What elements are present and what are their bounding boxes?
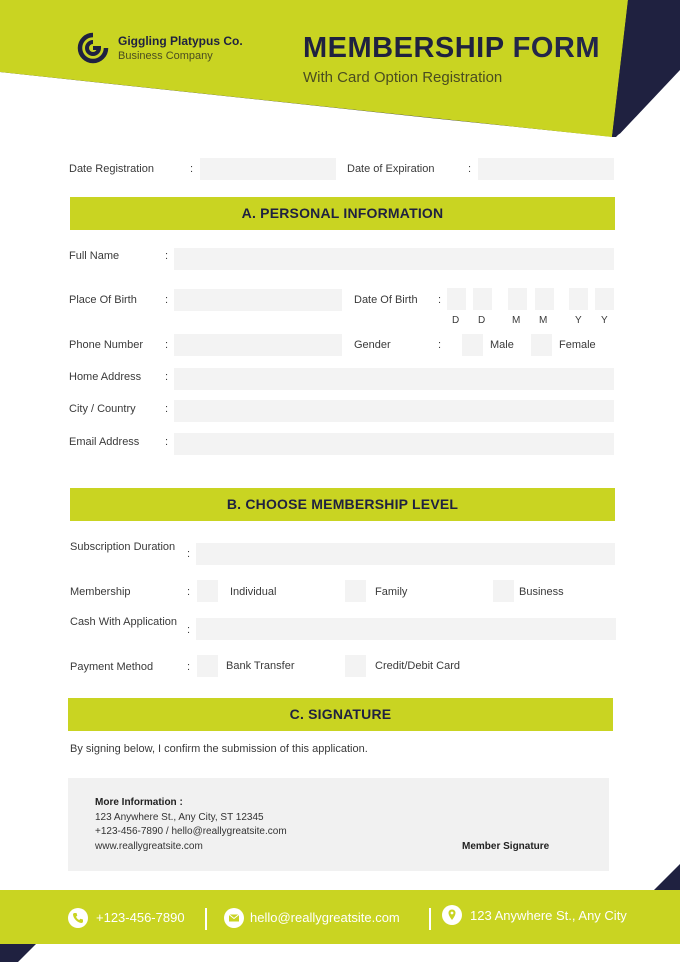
phone-icon bbox=[68, 908, 88, 928]
colon: : bbox=[165, 339, 169, 351]
payment-card-checkbox[interactable] bbox=[345, 655, 366, 677]
header-corner-cut bbox=[600, 60, 680, 140]
dob-digit-label: D bbox=[478, 315, 486, 326]
more-info-website: www.reallygreatsite.com bbox=[95, 841, 203, 852]
member-signature-label: Member Signature bbox=[462, 841, 550, 852]
colon: : bbox=[165, 403, 169, 415]
payment-card-label: Credit/Debit Card bbox=[375, 660, 460, 672]
cash-with-application-field[interactable] bbox=[196, 618, 616, 640]
phone-number-field[interactable] bbox=[174, 334, 342, 356]
gender-female-label: Female bbox=[559, 339, 596, 351]
section-c-header: C. SIGNATURE bbox=[68, 698, 613, 731]
membership-business-label: Business bbox=[519, 586, 564, 598]
footer-divider bbox=[429, 908, 431, 930]
colon: : bbox=[187, 624, 191, 636]
email-address-label: Email Address bbox=[69, 436, 140, 448]
signature-statement: By signing below, I confirm the submission of this application. bbox=[70, 743, 368, 755]
dob-year-box-1[interactable] bbox=[569, 288, 588, 310]
email-address-field[interactable] bbox=[174, 433, 614, 455]
membership-individual-label: Individual bbox=[230, 586, 277, 598]
membership-individual-checkbox[interactable] bbox=[197, 580, 218, 602]
dob-year-box-2[interactable] bbox=[595, 288, 614, 310]
section-a-header: A. PERSONAL INFORMATION bbox=[70, 197, 615, 230]
dob-digit-label: Y bbox=[575, 315, 582, 326]
membership-family-checkbox[interactable] bbox=[345, 580, 366, 602]
home-address-label: Home Address bbox=[69, 371, 142, 383]
payment-bank-transfer-label: Bank Transfer bbox=[226, 660, 295, 672]
dob-digit-label: M bbox=[512, 315, 521, 326]
gender-label: Gender bbox=[354, 339, 391, 351]
dob-day-box-2[interactable] bbox=[473, 288, 492, 310]
footer-corner-shape bbox=[0, 944, 40, 962]
colon: : bbox=[165, 294, 169, 306]
company-tagline: Business Company bbox=[118, 50, 213, 62]
cash-with-application-label: Cash With Application bbox=[70, 616, 177, 628]
colon: : bbox=[468, 163, 472, 175]
phone-number-label: Phone Number bbox=[69, 339, 143, 351]
membership-label: Membership bbox=[70, 586, 131, 598]
mail-icon bbox=[224, 908, 244, 928]
full-name-field[interactable] bbox=[174, 248, 614, 270]
payment-bank-transfer-checkbox[interactable] bbox=[197, 655, 218, 677]
colon: : bbox=[187, 586, 191, 598]
form-title bbox=[303, 32, 600, 65]
colon: : bbox=[187, 548, 191, 560]
more-info-panel bbox=[68, 778, 609, 871]
gender-male-checkbox[interactable] bbox=[462, 334, 483, 356]
membership-business-checkbox[interactable] bbox=[493, 580, 514, 602]
dob-day-box-1[interactable] bbox=[447, 288, 466, 310]
footer-corner-top bbox=[654, 864, 680, 890]
footer-divider bbox=[205, 908, 207, 930]
colon: : bbox=[165, 436, 169, 448]
subscription-duration-field[interactable] bbox=[196, 543, 615, 565]
date-expiration-field[interactable] bbox=[478, 158, 614, 180]
colon: : bbox=[165, 371, 169, 383]
place-of-birth-label: Place Of Birth bbox=[69, 294, 137, 306]
more-info-title: More Information : bbox=[95, 797, 183, 808]
colon: : bbox=[165, 250, 169, 262]
colon: : bbox=[438, 339, 442, 351]
colon: : bbox=[438, 294, 442, 306]
gender-male-label: Male bbox=[490, 339, 514, 351]
city-country-label: City / Country bbox=[69, 403, 136, 415]
city-country-field[interactable] bbox=[174, 400, 614, 422]
more-info-contact: +123-456-7890 / hello@reallygreatsite.com bbox=[95, 826, 287, 837]
home-address-field[interactable] bbox=[174, 368, 614, 390]
date-of-birth-label: Date Of Birth bbox=[354, 294, 418, 306]
footer-address[interactable]: 123 Anywhere St., Any City bbox=[470, 908, 627, 923]
dob-digit-label: M bbox=[539, 315, 548, 326]
date-expiration-label: Date of Expiration bbox=[347, 163, 435, 175]
colon: : bbox=[187, 661, 191, 673]
place-of-birth-field[interactable] bbox=[174, 289, 342, 311]
company-name: Giggling Platypus Co. bbox=[118, 34, 243, 48]
subscription-duration-label: Subscription Duration bbox=[70, 541, 176, 553]
footer-phone[interactable]: +123-456-7890 bbox=[96, 910, 185, 925]
location-pin-icon bbox=[442, 905, 462, 925]
section-b-header: B. CHOOSE MEMBERSHIP LEVEL bbox=[70, 488, 615, 521]
form-subtitle: With Card Option Registration bbox=[303, 69, 503, 86]
dob-digit-label: Y bbox=[601, 315, 608, 326]
footer-email[interactable]: hello@reallygreatsite.com bbox=[250, 910, 400, 925]
g-logo-icon bbox=[77, 32, 109, 64]
more-info-address: 123 Anywhere St., Any City, ST 12345 bbox=[95, 812, 264, 823]
date-registration-field[interactable] bbox=[200, 158, 336, 180]
gender-female-checkbox[interactable] bbox=[531, 334, 552, 356]
date-registration-label: Date Registration bbox=[69, 163, 154, 175]
dob-digit-label: D bbox=[452, 315, 460, 326]
payment-method-label: Payment Method bbox=[70, 661, 154, 673]
full-name-label: Full Name bbox=[69, 250, 120, 262]
dob-month-box-2[interactable] bbox=[535, 288, 554, 310]
form-title-main: MEMBERSHIP bbox=[303, 32, 505, 64]
dob-month-box-1[interactable] bbox=[508, 288, 527, 310]
form-title-secondary: FORM bbox=[512, 32, 600, 64]
membership-family-label: Family bbox=[375, 586, 408, 598]
colon: : bbox=[190, 163, 194, 175]
footer-bottom-space bbox=[0, 944, 680, 962]
